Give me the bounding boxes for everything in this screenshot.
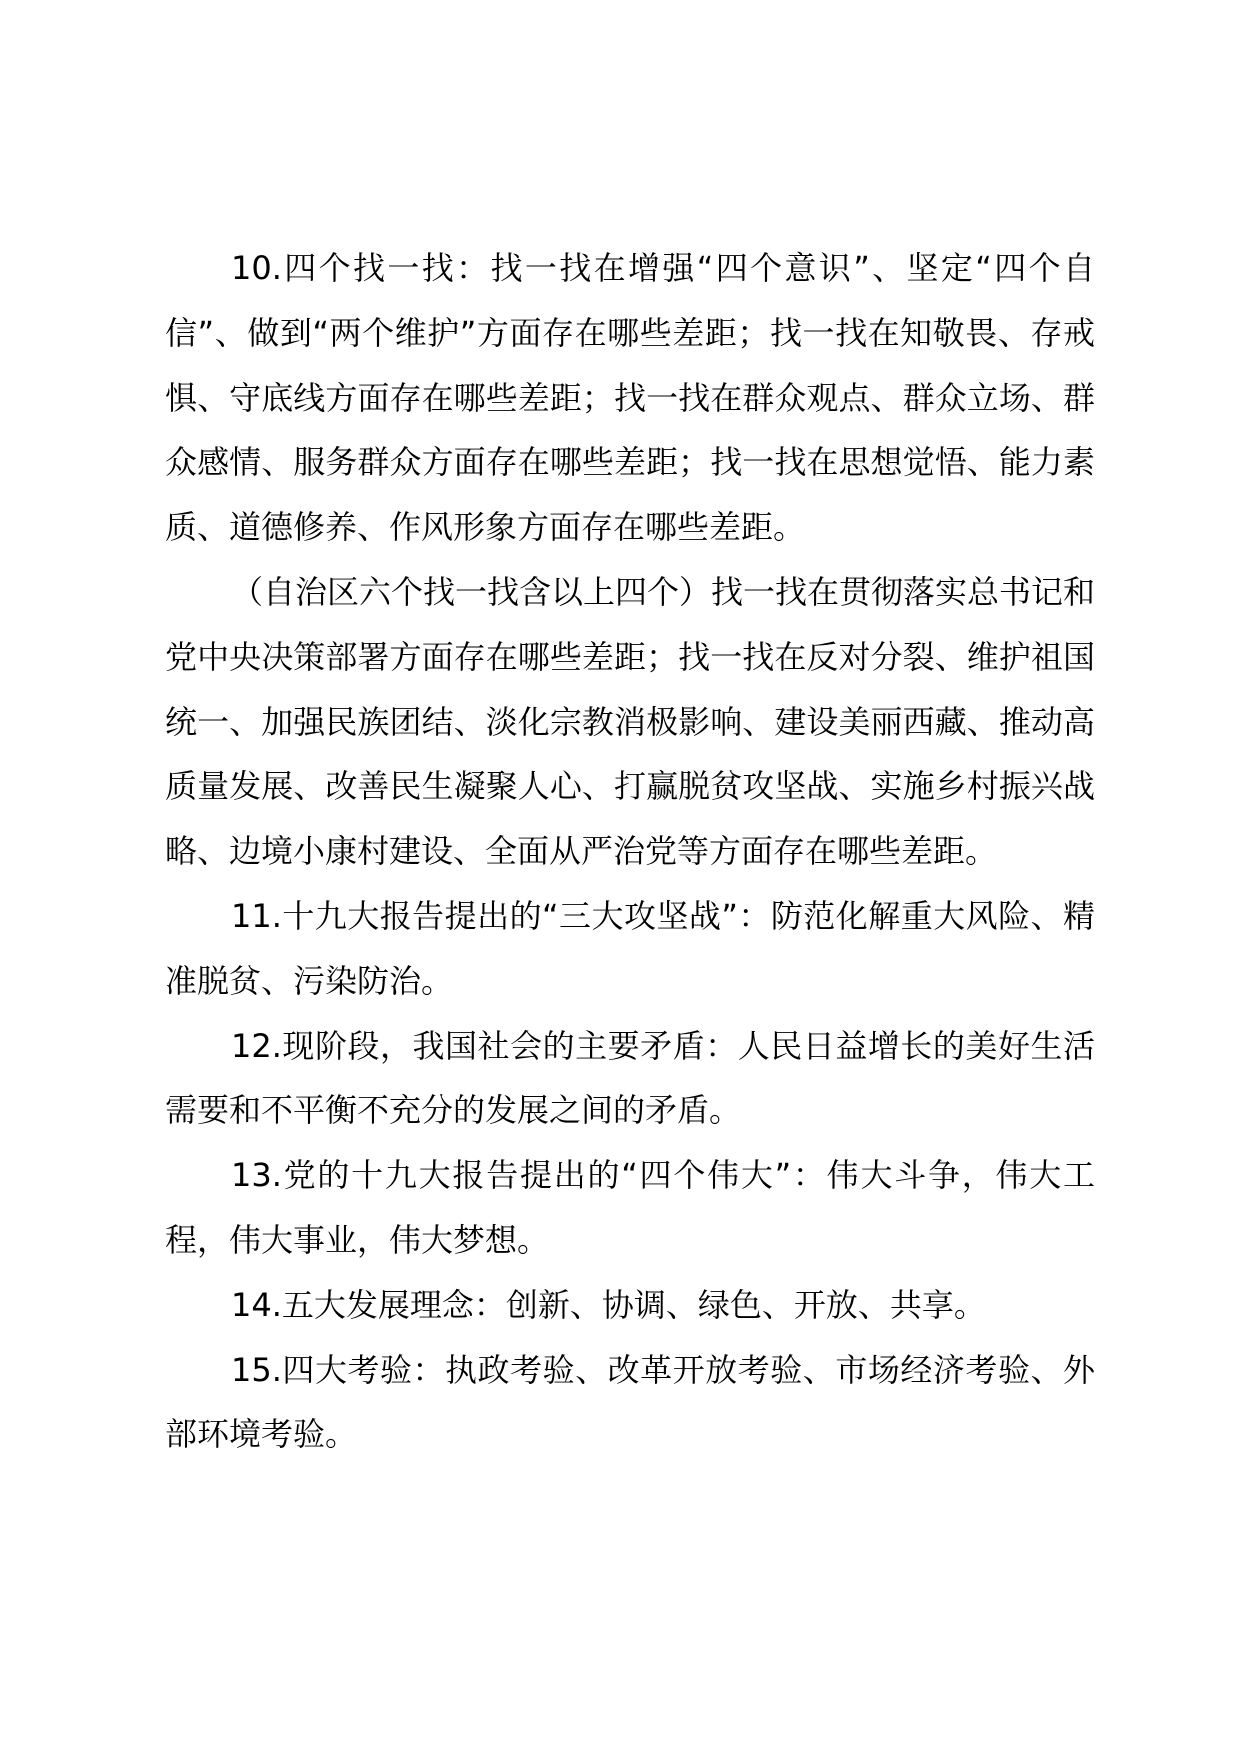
paragraph-item-15: 15.四大考验：执政考验、改革开放考验、市场经济考验、外部环境考验。	[165, 1350, 1095, 1454]
document-body	[165, 236, 1095, 1467]
paragraph-item-14: 14.五大发展理念：创新、协调、绿色、开放、共享。	[231, 1285, 986, 1324]
paragraph-item-11: 11.十九大报告提出的“三大攻坚战”：防范化解重大风险、精准脱贫、污染防治。	[165, 896, 1095, 1000]
paragraph-item-13: 13.党的十九大报告提出的“四个伟大”：伟大斗争，伟大工程，伟大事业，伟大梦想。	[165, 1156, 1095, 1259]
paragraph-item-12: 12.现阶段，我国社会的主要矛盾：人民日益增长的美好生活需要和不平衡不充分的发展之间的矛盾。	[165, 1026, 1095, 1130]
paragraph-item-10: 10.四个找一找：找一找在增强“四个意识”、坚定“四个自信”、做到“两个维护”方面存在哪些差距；找一找在知敬畏、存戒惧、守底线方面存在哪些差距；找一找在群众观点、群众立场、群众感情、服务群众方面存在哪些差距；找一找在思想觉悟、能力素质、道德修养、作风形象方面存在哪些差距。	[165, 249, 1095, 547]
paragraph-autonomous-region: （自治区六个找一找含以上四个）找一找在贯彻落实总书记和党中央决策部署方面存在哪些差距；找一找在反对分裂、维护祖国统一、加强民族团结、淡化宗教消极影响、建设美丽西藏、推动高质量发展、改善民生凝聚人心、打赢脱贫攻坚战、实施乡村振兴战略、边境小康村建设、全面从严治党等方面存在哪些差距。	[165, 572, 1096, 871]
